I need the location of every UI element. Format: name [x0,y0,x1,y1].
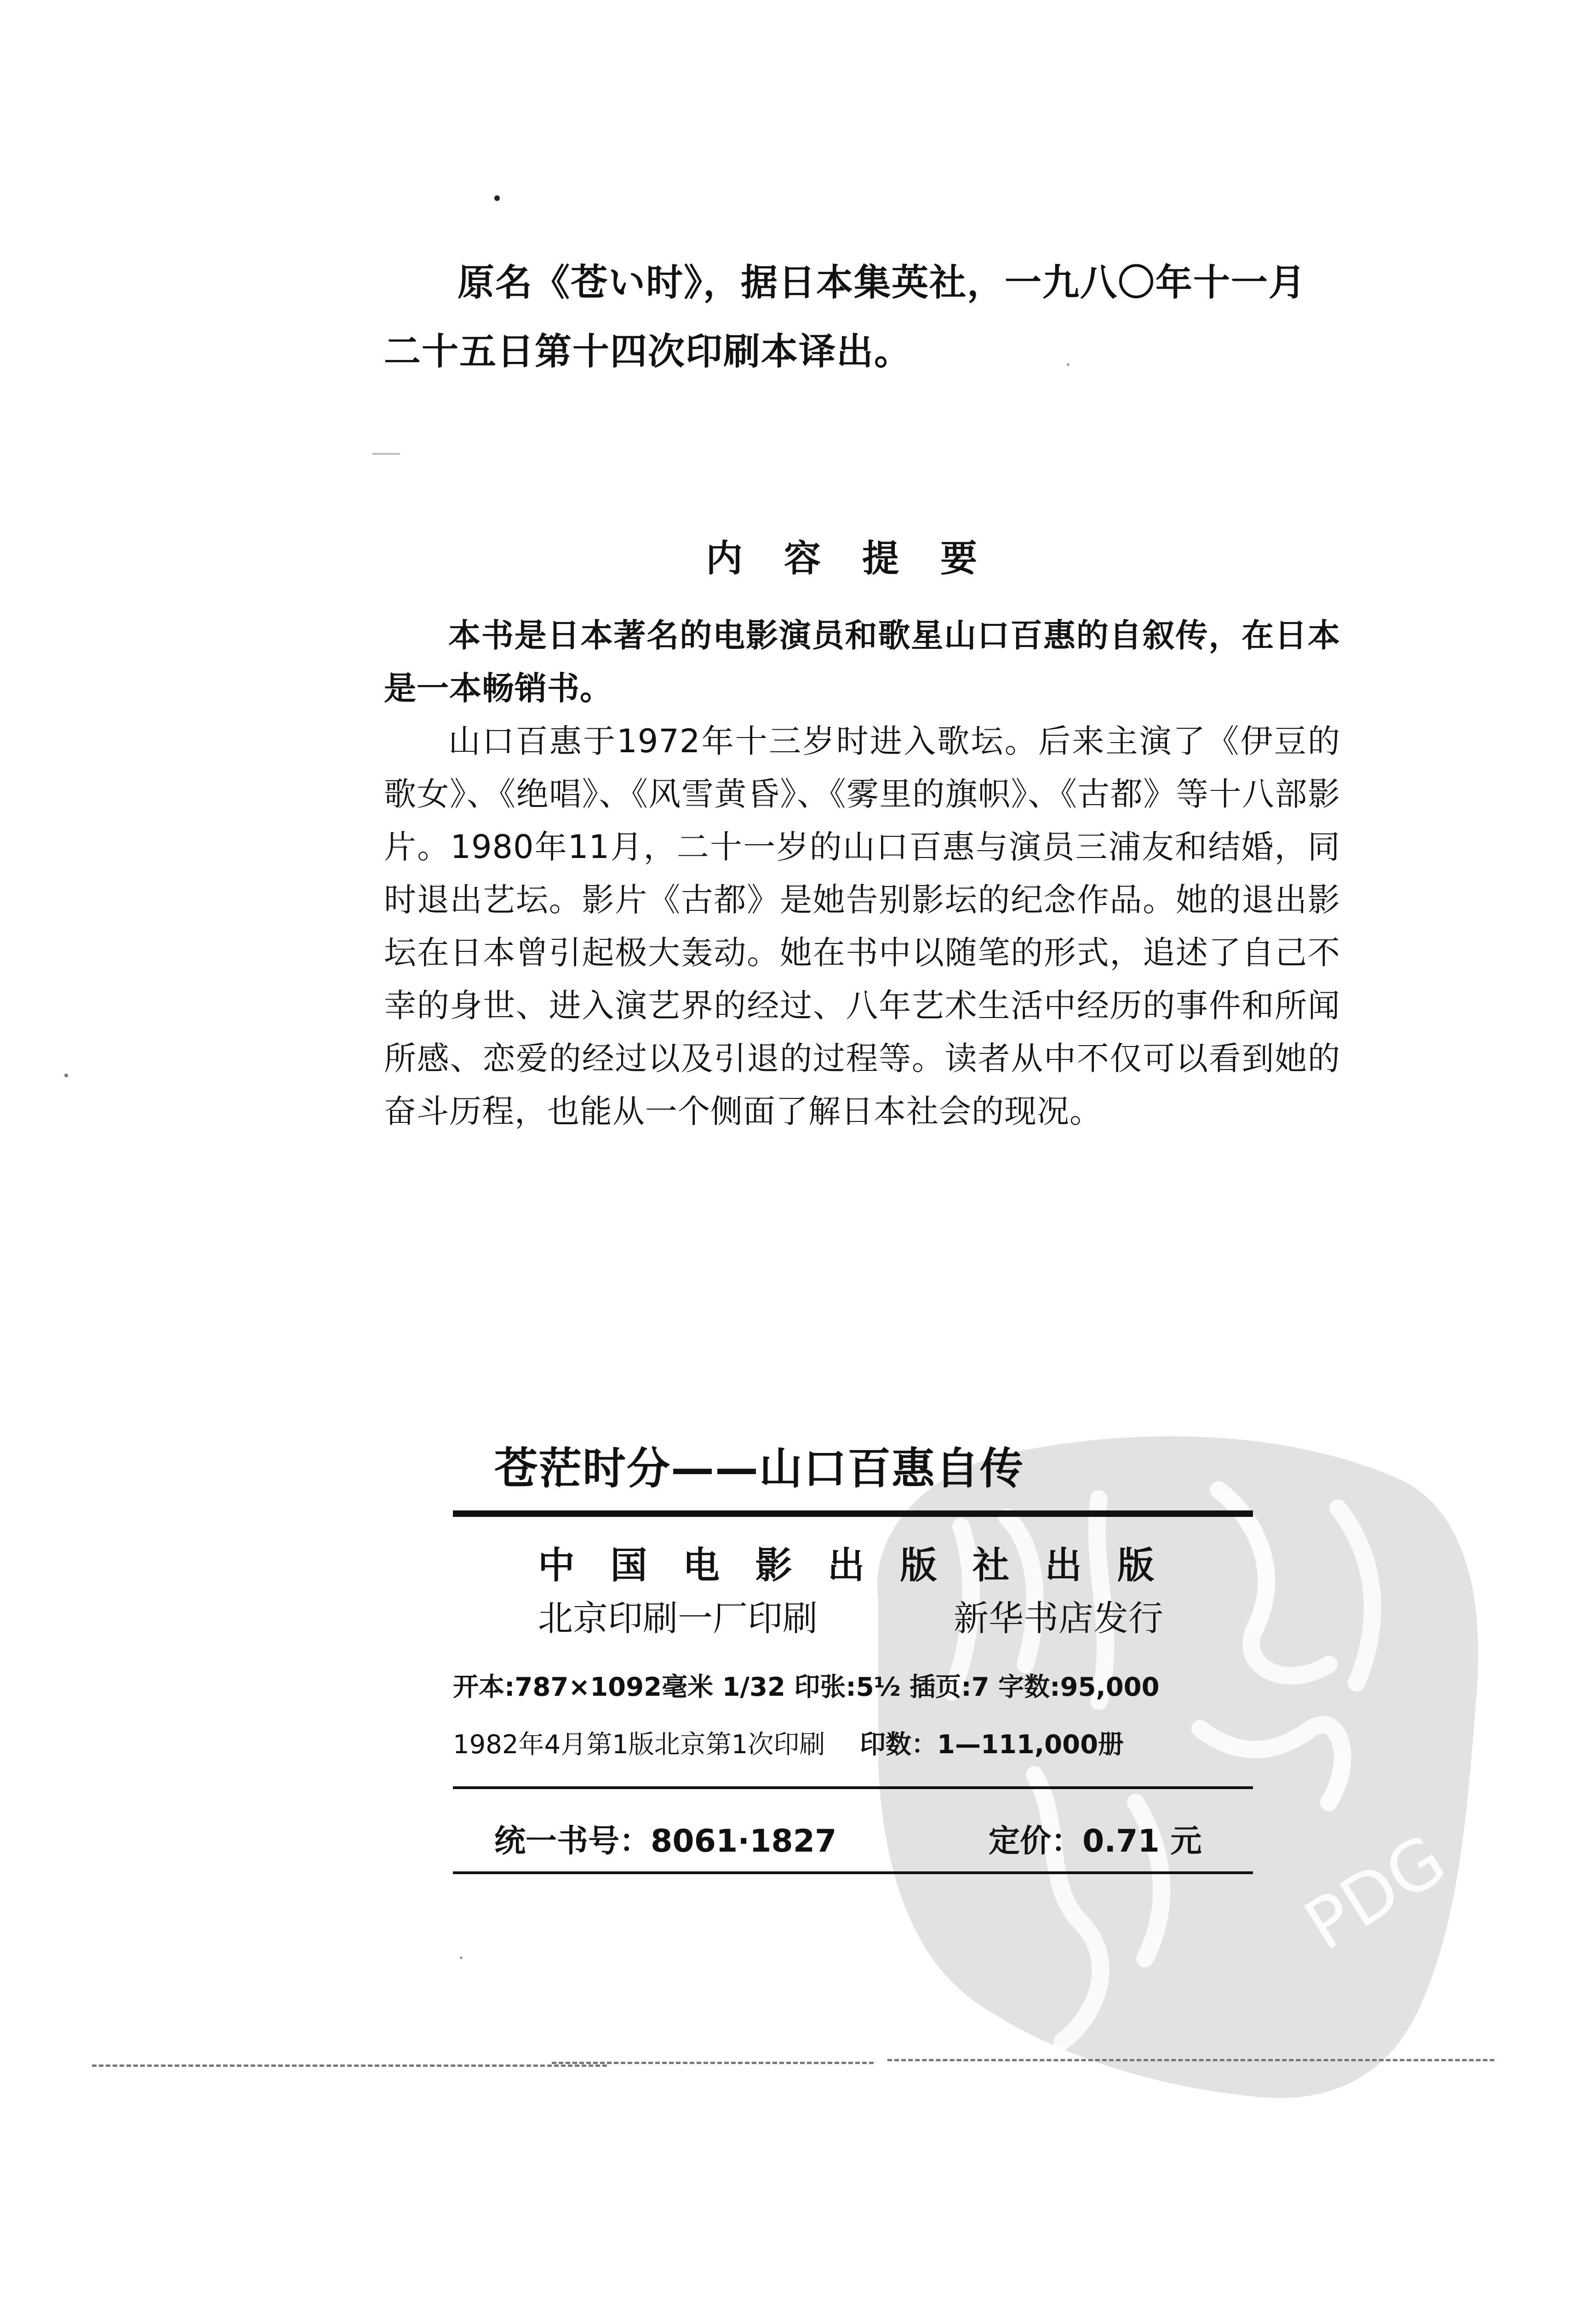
summary-paragraph: 本书是日本著名的电影演员和歌星山口百惠的自叙传，在日本是一本畅销书。 [384,617,1340,707]
scan-speck [372,453,400,455]
scan-speck [460,1956,463,1959]
imprint-print-count: 印数：1—111,000册 [860,1730,1124,1760]
source-note [384,248,1340,386]
imprint-edition: 1982年4月第1版北京第1次印刷 [453,1730,825,1760]
imprint-printer-line [538,1591,1163,1646]
summary-paragraph: 山口百惠于1972年十三岁时进入歌坛。后来主演了《伊豆的歌女》、《绝唱》、《风雪黄昏》、《雾里的旗帜》、《古都》等十八部影片。1980年11月，二十一岁的山口百惠与演员三浦友和结婚，同时退出艺坛。影片《古都》是她告别影坛的纪念作品。她的退出影坛在日本曾引起极大轰动。她在书中以随笔的形式，追述了自己不幸的身世、进入演艺界的经过、八年艺术生活中经历的事件和所闻所感、恋爱的经过以及引退的过程等。读者从中不仅可以看到她的奋斗历程，也能从一个侧面了解日本社会的现况。 [384,722,1340,1130]
imprint-distributor: 新华书店发行 [954,1598,1163,1639]
watermark-text: PDG [1291,1819,1460,1966]
imprint-rule-middle [453,1786,1253,1789]
imprint-title: 苍茫时分——山口百惠自传 [494,1444,1024,1494]
imprint-specs: 开本:787×1092毫米 1/32 印张:5½ 插页:7 字数:95,000 [453,1672,1160,1702]
imprint-publisher: 中国电影出版社出版 [538,1544,1154,1587]
imprint-book-number: 统一书号：8061·1827 [494,1823,837,1859]
source-note-text: 原名《苍い时》，据日本集英社，一九八〇年十一月二十五日第十四次印刷本译出。 [384,261,1306,373]
scan-speck [494,195,500,201]
summary-body [384,609,1340,1138]
imprint-rule-bottom [453,1871,1253,1874]
scan-speck [64,1074,68,1077]
imprint-edition-line [453,1722,1253,1768]
imprint-rule-top [453,1510,1253,1517]
summary-heading: 内容提要 [706,537,1018,580]
imprint-printer: 北京印刷一厂印刷 [538,1598,818,1639]
scan-dashed-line [92,2065,607,2067]
scan-dashed-line [887,2059,1494,2061]
scan-dashed-line [552,2062,874,2064]
imprint-price: 定价：0.71 元 [989,1823,1202,1859]
